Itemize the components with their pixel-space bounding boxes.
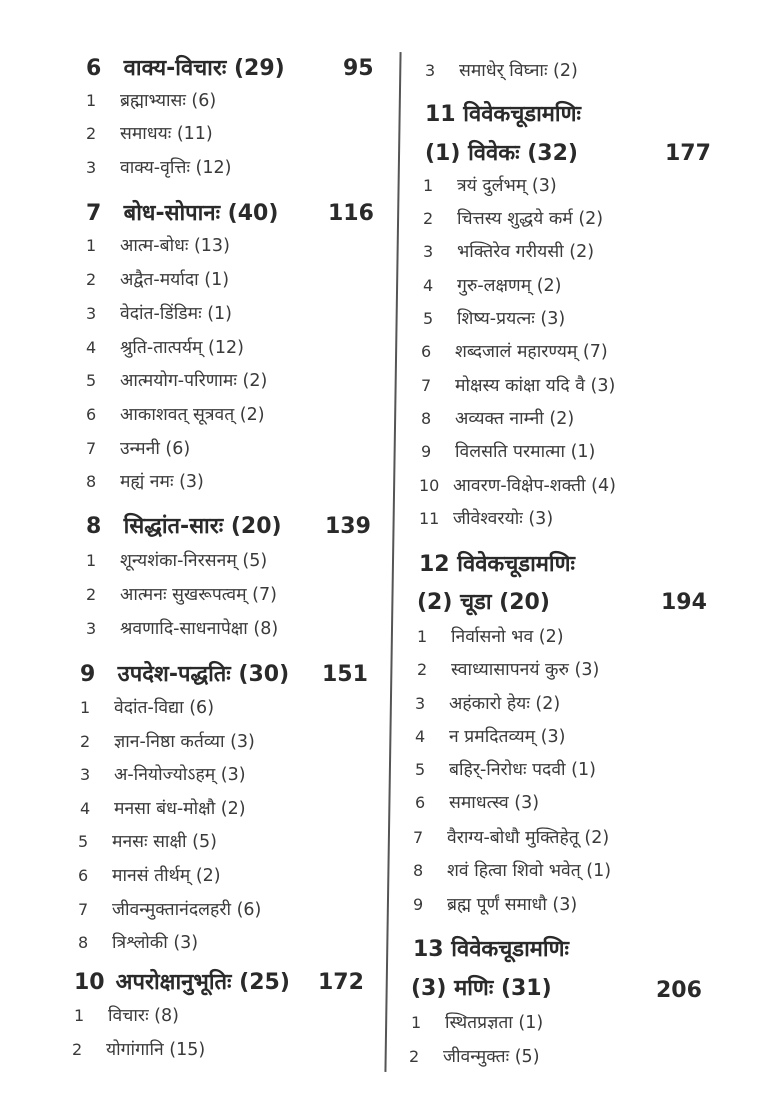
list-item: [417, 629, 564, 647]
item-text: विलसति परमात्मा (1): [455, 442, 596, 462]
item-number: 6: [415, 793, 426, 812]
list-item: [411, 1015, 543, 1033]
item-text: शवं हित्वा शिवो भवेत् (1): [447, 861, 612, 881]
list-item: [419, 478, 616, 496]
item-text: जीवेश्वरयोः (3): [453, 509, 554, 529]
item-text: आत्म-बोधः (13): [120, 236, 230, 256]
item-number: 8: [421, 409, 432, 428]
item-text: अद्वैत-मर्यादा (1): [120, 270, 230, 290]
item-number: 3: [425, 61, 436, 80]
list-item: [86, 160, 231, 178]
item-text: श्रुति-तात्पर्यम् (12): [120, 338, 244, 358]
item-text: अव्यक्त नाम्नी (2): [455, 409, 575, 429]
page-number: 177: [665, 141, 711, 166]
item-text: भक्तिरेव गरीयसी (2): [457, 242, 595, 262]
list-item: [86, 272, 229, 290]
list-item: [86, 474, 204, 492]
item-number: 3: [415, 694, 426, 713]
item-number: 2: [86, 585, 97, 604]
item-text: त्रयं दुर्लभम् (3): [457, 176, 557, 196]
item-text: आत्मनः सुखरूपत्वम् (7): [120, 585, 277, 605]
item-text: विचारः (8): [108, 1006, 179, 1026]
item-number: 3: [86, 304, 97, 323]
column-divider: [384, 52, 401, 1072]
item-number: 8: [86, 514, 102, 539]
item-text: उन्मनी (6): [120, 439, 191, 459]
list-item: [72, 1042, 205, 1060]
section-title: उपदेश-पद्धतिः (30): [117, 662, 290, 687]
item-number: 8: [413, 861, 424, 880]
item-number: 6: [86, 56, 102, 81]
section-title: सिद्धांत-सारः (20): [123, 514, 282, 539]
item-text: योगांगानि (15): [106, 1040, 206, 1060]
item-number: 10: [74, 970, 105, 995]
list-item: [421, 378, 615, 396]
item-text: समाधत्स्व (3): [449, 793, 540, 813]
item-number: 3: [423, 242, 434, 261]
item-text: जीवन्मुक्तः (5): [443, 1047, 540, 1067]
item-text: वाक्य-वृत्तिः (12): [120, 158, 232, 178]
item-number: 6: [421, 342, 432, 361]
item-number: 1: [423, 176, 434, 195]
item-number: 1: [74, 1006, 85, 1025]
section-title: अपरोक्षानुभूतिः (25): [115, 970, 290, 995]
item-number: 4: [80, 799, 91, 818]
item-number: 2: [86, 270, 97, 289]
item-number: 5: [78, 832, 89, 851]
item-number: 5: [415, 760, 426, 779]
item-number: 8: [86, 472, 97, 491]
item-number: 2: [80, 732, 91, 751]
item-number: 2: [423, 209, 434, 228]
item-number: 4: [86, 338, 97, 357]
page-number: 139: [325, 514, 371, 539]
list-item: [86, 621, 278, 639]
list-item: [421, 444, 595, 462]
list-item: [423, 278, 562, 296]
list-item: [86, 587, 277, 605]
page-number: 116: [328, 201, 374, 226]
page-number: 151: [322, 662, 368, 687]
list-item: [80, 700, 214, 718]
item-number: 7: [413, 828, 424, 847]
section-heading: [74, 972, 290, 994]
list-item: [413, 863, 611, 881]
page-number: 172: [318, 970, 364, 995]
section-subtitle: (1) विवेकः (32): [425, 141, 578, 166]
item-text: मह्यं नमः (3): [120, 472, 204, 492]
item-text: अ-नियोज्योऽहम् (3): [114, 765, 246, 785]
item-text: आकाशवत् सूत्रवत् (2): [120, 405, 265, 425]
list-item: [423, 211, 603, 229]
section-subtitle: (3) मणिः (31): [411, 976, 552, 1001]
item-text: स्वाध्यासापनयं कुरु (3): [451, 660, 600, 680]
item-number: 7: [86, 439, 97, 458]
section-heading: 12 विवेकचूडामणिः: [419, 552, 575, 577]
item-number: 4: [423, 276, 434, 295]
item-number: 3: [86, 619, 97, 638]
item-text: निर्वासनो भव (2): [451, 627, 564, 647]
item-text: शून्यशंका-निरसनम् (5): [120, 551, 268, 571]
list-item: [86, 238, 230, 256]
list-item: [417, 662, 599, 680]
list-item: [78, 902, 261, 920]
item-text: शब्दजालं महारण्यम् (7): [455, 342, 608, 362]
item-text: स्थितप्रज्ञता (1): [445, 1013, 544, 1033]
item-text: शिष्य-प्रयत्नः (3): [457, 309, 566, 329]
list-item: [423, 178, 557, 196]
item-number: 6: [86, 405, 97, 424]
item-number: 3: [86, 158, 97, 177]
list-item: [423, 311, 565, 329]
item-number: 7: [421, 376, 432, 395]
section-subtitle: (2) चूडा (20): [417, 590, 550, 615]
list-item: [78, 834, 217, 852]
section-heading: [86, 203, 278, 225]
list-item: [74, 1008, 179, 1026]
item-text: आवरण-विक्षेप-शक्ती (4): [453, 476, 616, 496]
list-item: [415, 795, 539, 813]
item-number: 7: [78, 900, 89, 919]
list-item: [425, 63, 578, 81]
item-text: मानसं तीर्थम् (2): [112, 866, 221, 886]
item-number: 7: [86, 201, 102, 226]
list-item: [421, 411, 574, 429]
list-item: [86, 441, 190, 459]
list-item: [415, 696, 560, 714]
page-number: 206: [656, 978, 702, 1003]
item-number: 4: [415, 727, 426, 746]
list-item: [415, 762, 596, 780]
section-heading: 11 विवेकचूडामणिः: [425, 102, 581, 127]
item-number: 8: [78, 933, 89, 952]
item-number: 1: [80, 698, 91, 717]
item-text: वेदांत-विद्या (6): [114, 698, 215, 718]
item-text: समाधयः (11): [120, 124, 213, 144]
item-number: 6: [78, 866, 89, 885]
list-item: [415, 729, 565, 747]
list-item: [86, 126, 213, 144]
item-text: ज्ञान-निष्ठा कर्तव्या (3): [114, 732, 255, 752]
item-number: 3: [80, 765, 91, 784]
list-item: [413, 830, 609, 848]
item-number: 2: [409, 1047, 420, 1066]
item-text: चित्तस्य शुद्धये कर्म (2): [457, 209, 604, 229]
list-item: [86, 373, 267, 391]
list-item: [86, 340, 244, 358]
item-number: 5: [86, 371, 97, 390]
item-text: ब्रह्म पूर्णं समाधौ (3): [447, 895, 578, 915]
section-heading: [86, 58, 285, 80]
list-item: [80, 767, 246, 785]
item-number: 2: [86, 124, 97, 143]
section-heading: 13 विवेकचूडामणिः: [413, 937, 569, 962]
list-item: [86, 407, 265, 425]
item-text: ब्रह्माभ्यासः (6): [120, 91, 217, 111]
list-item: [421, 344, 608, 362]
list-item: [86, 553, 267, 571]
item-number: 2: [417, 660, 428, 679]
item-text: समाधेर् विघ्नाः (2): [459, 61, 578, 81]
item-text: श्रवणादि-साधनापेक्षा (8): [120, 619, 279, 639]
list-item: [86, 93, 216, 111]
page-number: 194: [661, 590, 707, 615]
list-item: [423, 244, 594, 262]
item-text: अहंकारो हेयः (2): [449, 694, 561, 714]
item-number: 1: [86, 91, 97, 110]
item-number: 1: [86, 236, 97, 255]
item-text: मनसः साक्षी (5): [112, 832, 217, 852]
item-text: बहिर्-निरोधः पदवी (1): [449, 760, 596, 780]
item-text: वैराग्य-बोधौ मुक्तिहेतू (2): [447, 828, 610, 848]
item-text: त्रिश्लोकी (3): [112, 933, 199, 953]
list-item: [78, 868, 221, 886]
list-item: [80, 801, 246, 819]
item-text: मनसा बंध-मोक्षौ (2): [114, 799, 246, 819]
item-text: न प्रमदितव्यम् (3): [449, 727, 566, 747]
item-number: 9: [80, 662, 96, 687]
item-number: 10: [419, 476, 440, 495]
item-number: 1: [417, 627, 428, 646]
list-item: [78, 935, 198, 953]
list-item: [413, 897, 577, 915]
item-text: गुरु-लक्षणम् (2): [457, 276, 562, 296]
item-text: वेदांत-डिंडिमः (1): [120, 304, 232, 324]
section-heading: [86, 516, 282, 538]
section-title: वाक्य-विचारः (29): [123, 56, 285, 81]
list-item: [80, 734, 255, 752]
item-number: 5: [423, 309, 434, 328]
item-number: 9: [413, 895, 424, 914]
page-number: 95: [343, 56, 374, 81]
item-number: 1: [411, 1013, 422, 1032]
section-heading: [80, 664, 289, 686]
list-item: [419, 511, 553, 529]
list-item: [86, 306, 232, 324]
item-number: 11: [419, 509, 440, 528]
item-number: 9: [421, 442, 432, 461]
item-number: 1: [86, 551, 97, 570]
item-number: 2: [72, 1040, 83, 1059]
item-text: आत्मयोग-परिणामः (2): [120, 371, 268, 391]
section-title: बोध-सोपानः (40): [123, 201, 279, 226]
item-text: मोक्षस्य कांक्षा यदि वै (3): [455, 376, 616, 396]
list-item: [409, 1049, 540, 1067]
item-text: जीवन्मुक्तानंदलहरी (6): [112, 900, 262, 920]
